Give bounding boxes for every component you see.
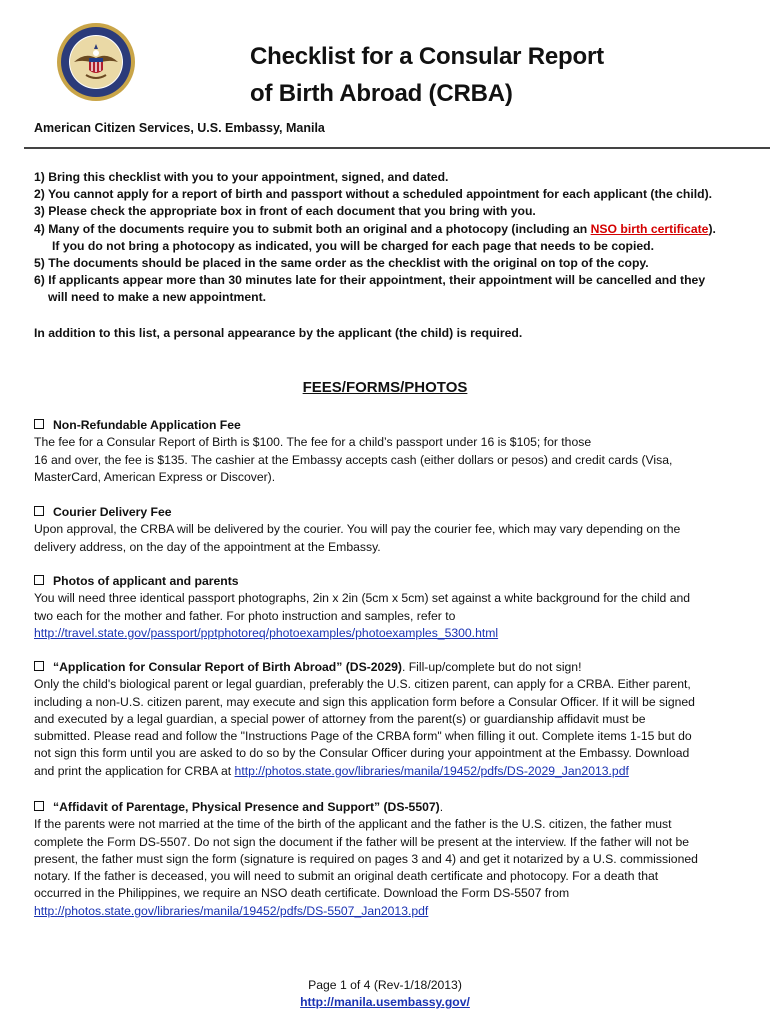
section-title-note: . Fill-up/complete but do not sign!	[401, 660, 582, 674]
section-line: delivery address, on the day of the appointment at the Embassy.	[34, 539, 381, 554]
instruction-4-end: ).	[708, 221, 716, 236]
section-line: two each for the mother and father. For photo instruction and samples, refer to	[34, 608, 456, 623]
section-line: If the parents were not married at the time of the birth of the applicant and the father is the U.S. citizen, the father must	[34, 817, 672, 832]
appearance-note: In addition to this list, a personal appearance by the applicant (the child) is required.	[34, 326, 523, 340]
checkbox-ds5507[interactable]	[34, 801, 44, 811]
section-title-note: .	[439, 800, 444, 814]
page-title	[250, 38, 604, 112]
instructions-list	[34, 169, 764, 307]
section-line: MasterCard, American Express or Discover).	[34, 469, 276, 484]
section-application-fee	[34, 417, 746, 486]
section-line: and print the application for CRBA at	[34, 763, 235, 778]
title-line-1: Checklist for a Consular Report	[250, 43, 604, 70]
page-number: Page 1 of 4 (Rev-1/18/2013)	[308, 978, 462, 992]
section-title: “Application for Consular Report of Birth Abroad” (DS-2029)	[53, 660, 402, 674]
section-line: 16 and over, the fee is $135. The cashier at the Embassy accepts cash (either dollars or pesos) and credit cards (Visa,	[34, 452, 673, 467]
divider	[24, 147, 770, 149]
checkbox-photos[interactable]	[34, 575, 44, 585]
section-courier-fee	[34, 504, 746, 556]
section-line: submitted. Please read and follow the "Instructions Page of the CRBA form" when filling it out. Complete items 1-15 but do	[34, 729, 692, 744]
section-title: Non-Refundable Application Fee	[53, 418, 241, 432]
subtitle: American Citizen Services, U.S. Embassy, Manila	[34, 121, 325, 135]
section-line: complete the Form DS-5507. Do not sign the document if the father will be present at the interview. If the father will not be	[34, 834, 690, 849]
section-photos	[34, 573, 746, 642]
photo-examples-link[interactable]: http://travel.state.gov/passport/pptphotoreq/photoexamples/photoexamples_5300.html	[34, 625, 499, 640]
section-title: “Affidavit of Parentage, Physical Presence and Support” (DS-5507)	[53, 800, 440, 814]
instruction-6: 6) If applicants appear more than 30 minutes late for their appointment, their appointment will be cancelled and they	[34, 273, 706, 288]
section-title: Courier Delivery Fee	[53, 505, 172, 519]
page-footer	[0, 977, 770, 1011]
section-line: You will need three identical passport photographs, 2in x 2in (5cm x 5cm) set against a white background for the child and	[34, 591, 691, 606]
ds5507-download-link[interactable]: http://photos.state.gov/libraries/manila/19452/pdfs/DS-5507_Jan2013.pdf	[34, 903, 429, 918]
section-line: and executed by a legal guardian, a special power of attorney from the parent(s) or guardianship affidavit must be	[34, 711, 646, 726]
section-line: Only the child's biological parent or legal guardian, preferably the U.S. citizen parent, can apply for a CRBA. Either parent,	[34, 677, 691, 692]
section-line: present, the father must sign the form (signature is required on pages 3 and 4) and get it notarized by a U.S. commissioned	[34, 851, 698, 866]
embassy-website-link[interactable]: http://manila.usembassy.gov/	[300, 995, 470, 1009]
section-line: not sign this form until you are asked to do so by the Consular Officer during your appointment at the Embassy. Download	[34, 746, 690, 761]
section-line: The fee for a Consular Report of Birth is $100. The fee for a child’s passport under 16 is $105; for those	[34, 435, 592, 450]
checkbox-application-fee[interactable]	[34, 419, 44, 429]
instruction-4-continued: If you do not bring a photocopy as indicated, you will be charged for each page that needs to be copied.	[52, 238, 654, 253]
section-line: notary. If the father is deceased, you will need to submit an original death certificate and photocopy. For a death that	[34, 869, 659, 884]
checkbox-courier-fee[interactable]	[34, 506, 44, 516]
instruction-4-text: 4) Many of the documents require you to submit both an original and a photocopy (including an	[34, 221, 591, 236]
section-ds5507	[34, 799, 746, 920]
instruction-5: 5) The documents should be placed in the same order as the checklist with the original on top of the copy.	[34, 256, 649, 271]
instruction-6-continued: will need to make a new appointment.	[48, 290, 267, 305]
section-ds2029	[34, 659, 746, 780]
ds2029-download-link[interactable]: http://photos.state.gov/libraries/manila/19452/pdfs/DS-2029_Jan2013.pdf	[234, 763, 629, 778]
instruction-4	[34, 221, 764, 238]
nso-birth-certificate-link[interactable]: NSO birth certificate	[590, 221, 709, 236]
section-line: Upon approval, the CRBA will be delivered by the courier. You will pay the courier fee, which may vary depending on the	[34, 522, 681, 537]
instruction-2: 2) You cannot apply for a report of birth and passport without a scheduled appointment for each applicant (the child).	[34, 187, 713, 202]
section-title: Photos of applicant and parents	[53, 574, 239, 588]
embassy-seal-logo	[56, 22, 136, 102]
title-line-2: of Birth Abroad (CRBA)	[250, 80, 513, 107]
checkbox-ds2029[interactable]	[34, 661, 44, 671]
fees-forms-photos-heading: FEES/FORMS/PHOTOS	[302, 379, 468, 396]
instruction-1: 1) Bring this checklist with you to your appointment, signed, and dated.	[34, 170, 449, 184]
instruction-3: 3) Please check the appropriate box in front of each document that you bring with you.	[34, 204, 536, 219]
section-line: occurred in the Philippines, we require an NSO death certificate. Download the Form DS-5507 from	[34, 886, 570, 901]
section-line: including a non-U.S. citizen parent, may execute and sign this application form before a Consular Officer. If it will be signed	[34, 694, 695, 709]
